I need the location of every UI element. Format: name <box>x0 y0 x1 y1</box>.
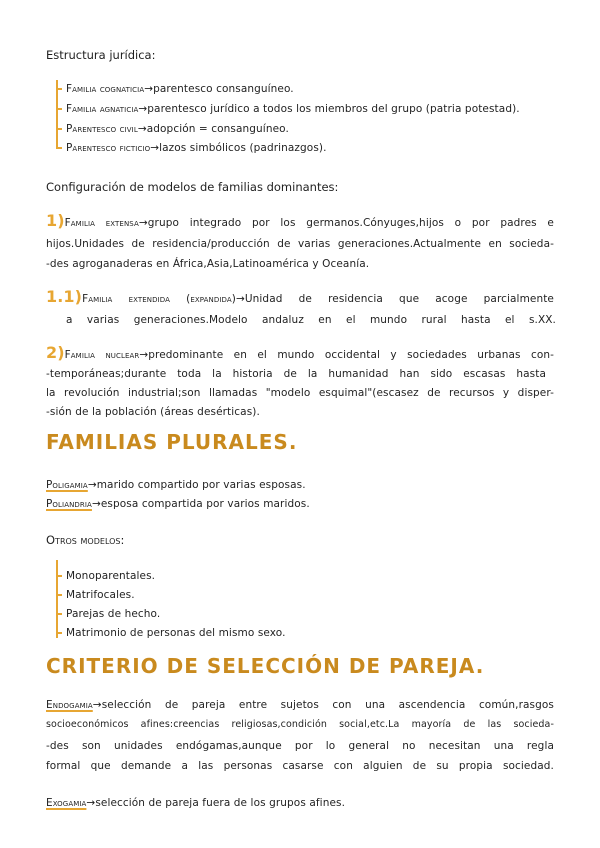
definition: parentesco consanguíneo. <box>153 83 294 95</box>
list-item <box>66 102 520 116</box>
list-item <box>46 796 345 810</box>
paragraph-text: Unidad de residencia que acoge parcialmente <box>244 293 554 305</box>
section-number: 1.1) <box>46 287 83 306</box>
definition: parentesco jurídico a todos los miembros del grupo (patria potestad). <box>147 103 520 115</box>
paragraph-line: la revolución industrial;son llamadas "modelo esquimal"(escasez de recursos y disper- <box>46 387 554 399</box>
estructura-title: Estructura jurídica: <box>46 48 156 62</box>
bracket-tick <box>56 594 62 596</box>
paragraph-line: -sión de la población (áreas desérticas). <box>46 406 260 418</box>
list-item: Parejas de hecho. <box>66 608 161 620</box>
term: Exogamia <box>46 797 87 809</box>
list-item <box>66 141 327 155</box>
bracket-tick <box>56 88 62 90</box>
definition: marido compartido por varias esposas. <box>96 479 306 491</box>
paragraph-line: formal que demande a las personas casarse con alguien de su propia sociedad. <box>46 760 554 772</box>
paragraph-line: -des agroganaderas en África,Asia,Latinoamérica y Oceanía. <box>46 258 370 270</box>
list-item: Monoparentales. <box>66 570 156 582</box>
bracket-tick <box>56 613 62 615</box>
term: Familia extendida (expandida) <box>82 293 236 305</box>
arrow-icon: → <box>138 103 148 115</box>
list-item: Matrifocales. <box>66 589 135 601</box>
term: Familia agnaticia <box>66 103 139 115</box>
bracket-tick <box>56 128 62 130</box>
paragraph-text: predominante en el mundo occidental y sociedades urbanas con- <box>148 349 555 361</box>
arrow-icon: → <box>92 699 102 711</box>
paragraph-line <box>46 211 554 230</box>
term: Familia nuclear <box>64 349 140 361</box>
section-heading: FAMILIAS PLURALES. <box>46 430 298 454</box>
term: Poligamia <box>46 479 88 491</box>
term: Familia cognaticia <box>66 83 145 95</box>
arrow-icon: → <box>91 498 101 510</box>
bracket-tick <box>56 147 62 149</box>
paragraph-line <box>46 698 554 712</box>
section-number: 1) <box>46 211 65 230</box>
list-item: Matrimonio de personas del mismo sexo. <box>66 627 286 639</box>
paragraph-line: -temporáneas;durante toda la historia de la humanidad han sido escasas hasta <box>46 368 546 380</box>
term: Poliandria <box>46 498 92 510</box>
term: Parentesco ficticio <box>66 142 151 154</box>
list-item <box>66 122 289 136</box>
section-heading: CRITERIO DE SELECCIÓN DE PAREJA. <box>46 654 485 678</box>
term: Familia extensa <box>64 217 139 229</box>
arrow-icon: → <box>144 83 154 95</box>
list-item <box>46 497 310 511</box>
arrow-icon: → <box>87 479 97 491</box>
paragraph-line: socioeconómicos afines:creencias religiosas,condición social,etc.La mayoría de las socieda- <box>46 719 554 730</box>
arrow-icon: → <box>150 142 160 154</box>
configuracion-title: Configuración de modelos de familias dominantes: <box>46 180 339 194</box>
paragraph-line <box>46 343 555 362</box>
paragraph-line: a varias generaciones.Modelo andaluz en el mundo rural hasta el s.XX. <box>66 314 556 326</box>
arrow-icon: → <box>139 349 149 361</box>
arrow-icon: → <box>137 123 147 135</box>
bracket-tick <box>56 632 62 634</box>
arrow-icon: → <box>86 797 96 809</box>
paragraph-line <box>46 287 554 306</box>
list-item <box>46 478 306 492</box>
estructura-bracket <box>56 80 58 148</box>
otros-title: Otros modelos: <box>46 533 125 547</box>
section-number: 2) <box>46 343 65 362</box>
definition: adopción = consanguíneo. <box>146 123 289 135</box>
bracket-tick <box>56 108 62 110</box>
list-item <box>66 82 294 96</box>
definition: lazos simbólicos (padrinazgos). <box>159 142 327 154</box>
paragraph-text: grupo integrado por los germanos.Cónyuges,hijos o por padres e <box>147 217 554 229</box>
arrow-icon: → <box>138 217 148 229</box>
arrow-icon: → <box>235 293 245 305</box>
definition: selección de pareja fuera de los grupos afines. <box>95 797 346 809</box>
term: Endogamia <box>46 699 93 711</box>
bracket-tick <box>56 575 62 577</box>
otros-bracket <box>56 560 58 638</box>
paragraph-line: -des son unidades endógamas,aunque por lo general no necesitan una regla <box>46 740 554 752</box>
definition: esposa compartida por varios maridos. <box>100 498 310 510</box>
paragraph-text: selección de pareja entre sujetos con una ascendencia común,rasgos <box>101 699 554 711</box>
term: Parentesco civil <box>66 123 138 135</box>
paragraph-line: hijos.Unidades de residencia/producción de varias generaciones.Actualmente en socieda- <box>46 238 554 250</box>
